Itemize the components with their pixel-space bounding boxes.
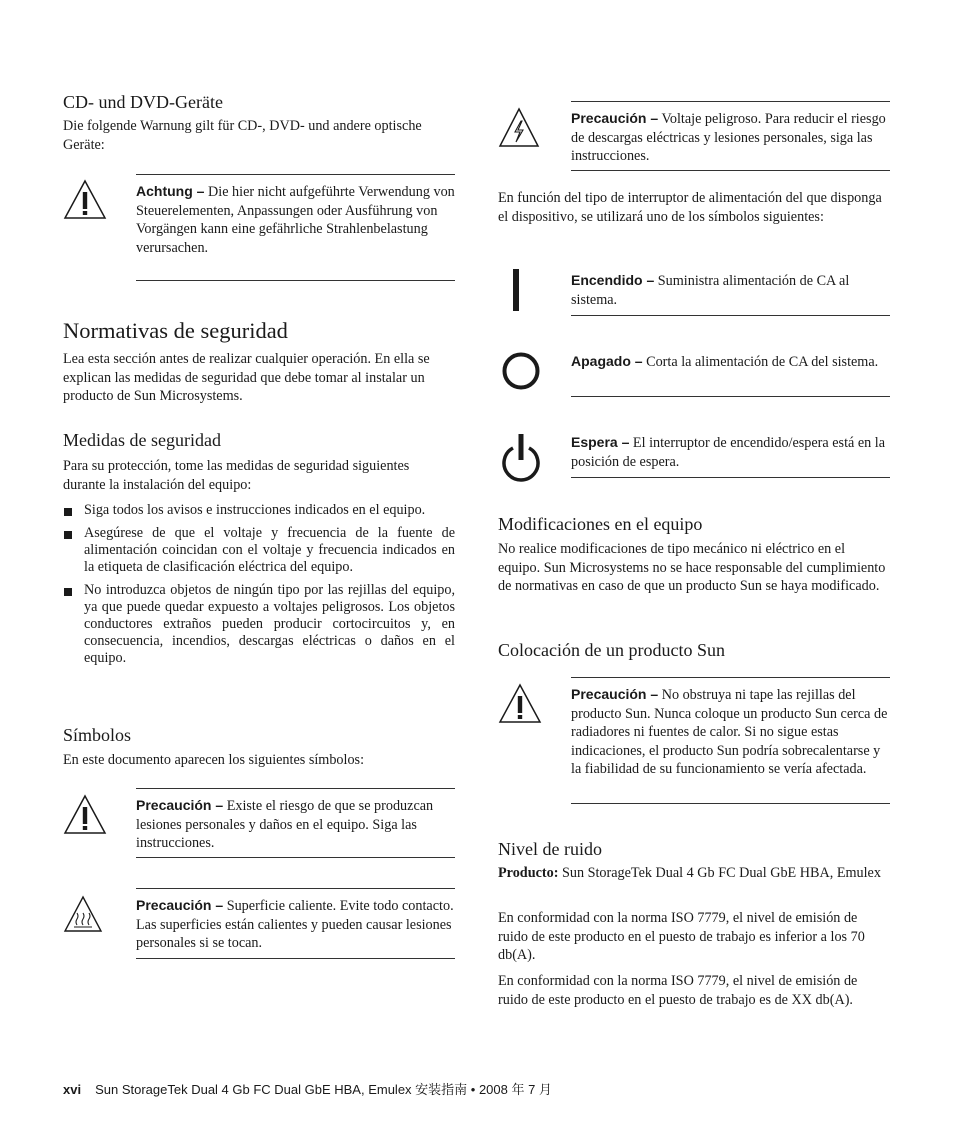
precaucion-text: Voltaje peligroso. Para reducir el riesgo de descargas eléctricas y lesiones personales, siga las instrucciones. [571,111,886,165]
encendido-text: Suministra alimentación de CA al sistema. [571,273,850,308]
precaucion-label: Precaución – [571,686,659,702]
precaucion-colocacion-notice [571,677,890,804]
footer-title: Sun StorageTek Dual 4 Gb FC Dual GbE HBA, Emulex 安装指南 • 2008 年 7 月 [95,1082,552,1097]
precaucion-hot-notice [136,888,455,959]
medidas-heading: Medidas de seguridad [63,430,221,450]
page-footer [63,1079,552,1098]
producto-text: Sun StorageTek Dual 4 Gb FC Dual GbE HBA, Emulex [561,865,881,881]
achtung-text: Die hier nicht aufgeführte Verwendung von Steuerelementen, Anpassungen oder Ausführung von Vorgängen kann eine gefährliche Strahlenbelastung verursachen. [136,184,455,256]
medidas-list [63,502,455,673]
precaucion-label: Precaución – [571,110,659,126]
warning-triangle-icon [63,178,107,222]
ruido-paragraph-2: En conformidad con la norma ISO 7779, el nivel de emisión de ruido de este producto en el puesto de trabajo es de XX db(A). [498,973,858,1008]
normativas-heading: Normativas de seguridad [63,318,288,343]
warning-triangle-icon [498,682,542,726]
producto-label: Producto: [498,865,559,881]
list-item: Siga todos los avisos e instrucciones indicados en el equipo. [63,502,455,519]
colocacion-heading: Colocación de un producto Sun [498,640,725,660]
ruido-paragraph-1: En conformidad con la norma ISO 7779, el nivel de emisión de ruido de este producto en el puesto de trabajo es inferior a los 70 db(A). [498,910,865,964]
ruido-heading: Nivel de ruido [498,839,602,859]
interruptor-intro: En función del tipo de interruptor de alimentación del que disponga el dispositivo, se utilizará uno de los símbolos siguientes: [498,190,882,225]
precaucion-voltage-notice [571,101,890,171]
achtung-notice [136,174,455,281]
modificaciones-heading: Modificaciones en el equipo [498,514,703,534]
page-number: xvi [63,1082,82,1097]
simbolos-intro: En este documento aparecen los siguientes símbolos: [63,752,365,768]
espera-text: El interruptor de encendido/espera está en la posición de espera. [571,435,886,470]
normativas-intro: Lea esta sección antes de realizar cualquier operación. En ella se explican las medidas de seguridad que debe tomar al instalar un producto de Sun Microsystems. [63,351,430,405]
modificaciones-text: No realice modificaciones de tipo mecánico ni eléctrico en el equipo. Sun Microsystems no se hace responsable del cumplimiento de normativas en caso de que un producto Sun se haya modificado. [498,541,886,595]
list-item: Asegúrese de que el voltaje y frecuencia de la fuente de alimentación coincidan con el voltaje y frecuencia indicados en la etiqueta de clasificación eléctrica del equipo. [63,525,455,576]
power-on-icon [498,267,538,313]
precaucion-text: No obstruya ni tape las rejillas del producto Sun. Nunca coloque un producto Sun cerca de radiadores ni fuentes de calor. Si no sigue estas indicaciones, el producto Sun podría sobrecalentarse y la fiabilidad de su funcionamiento se vería afectada. [571,687,888,778]
espera-label: Espera – [571,434,630,450]
cd-dvd-intro: Die folgende Warnung gilt für CD-, DVD- und andere optische Geräte: [63,118,422,153]
encendido-notice [571,264,890,316]
apagado-text: Corta la alimentación de CA del sistema. [646,354,879,370]
apagado-notice [571,345,890,397]
encendido-label: Encendido – [571,272,655,288]
medidas-intro: Para su protección, tome las medidas de seguridad siguientes durante la instalación del equipo: [63,458,410,493]
list-item: No introduzca objetos de ningún tipo por las rejillas del equipo, ya que puede quedar expuesto a voltajes peligrosos. Los objetos conductores extraños pueden producir cortocircuitos y, en consecuencia, incendios, descargas eléctricas o daños en el equipo. [63,582,455,667]
cd-dvd-heading: CD- und DVD-Geräte [63,92,223,112]
simbolos-heading: Símbolos [63,725,132,745]
precaucion-text: Superficie caliente. Evite todo contacto. Las superficies están calientes y pueden causar lesiones personales si se tocan. [136,898,454,952]
high-voltage-icon [498,106,540,150]
apagado-label: Apagado – [571,353,643,369]
standby-icon [498,430,544,486]
power-off-icon [498,350,542,394]
achtung-label: Achtung – [136,183,205,199]
warning-triangle-icon [63,793,107,837]
precaucion-label: Precaución – [136,797,224,813]
producto-line [498,864,890,883]
precaucion-text: Existe el riesgo de que se produzcan lesiones personales y daños en el equipo. Siga las instrucciones. [136,798,434,852]
precaucion-label: Precaución – [136,897,224,913]
espera-notice [571,426,890,478]
hot-surface-icon [63,895,103,935]
precaucion-notice [136,788,455,858]
